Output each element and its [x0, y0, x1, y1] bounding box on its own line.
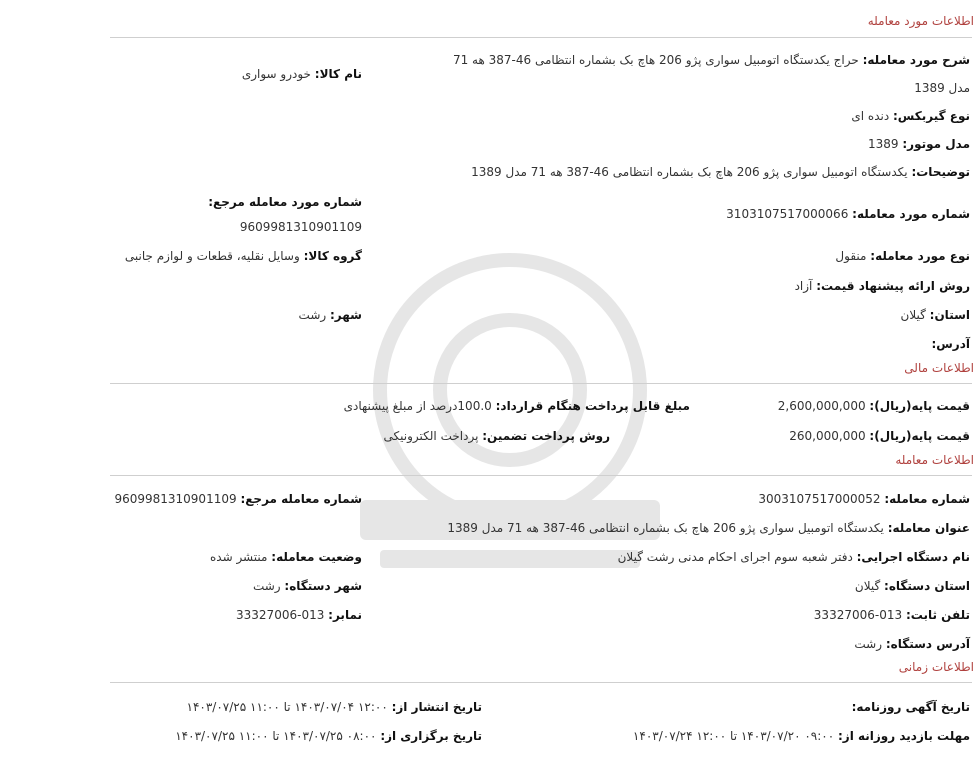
- value-gearbox: دنده ای: [851, 109, 890, 123]
- value-publish-date: ۱۲:۰۰ ۱۴۰۳/۰۷/۰۴ تا ۱۱:۰۰ ۱۴۰۳/۰۷/۲۵: [186, 700, 388, 714]
- value-organization: دفتر شعبه سوم اجرای احکام مدنی رشت گیلان: [617, 550, 853, 564]
- label-base-price: قیمت پایه(ریال):: [869, 399, 970, 413]
- field-fax: [236, 607, 362, 623]
- label-newspaper-date: تاریخ آگهی روزنامه:: [851, 700, 970, 714]
- field-base-price: [778, 398, 970, 414]
- label-hold-date: تاریخ برگزاری از:: [380, 729, 482, 743]
- value-org-address: رشت: [854, 637, 883, 651]
- section-title-timing: اطلاعات زمانی: [898, 660, 974, 674]
- field-gearbox: [851, 108, 970, 124]
- value-base-price: 2,600,000,000: [777, 399, 866, 413]
- value-subject-desc: حراج یکدستگاه اتومبیل سواری پژو 206 هاچ بک بشماره انتظامی 46-387 هه 71: [452, 53, 859, 67]
- label-transaction-ref: شماره معامله مرجع:: [240, 492, 362, 506]
- value-visit-date: ۰۹:۰۰ ۱۴۰۳/۰۷/۲۰ تا ۱۲:۰۰ ۱۴۰۳/۰۷/۲۴: [632, 729, 835, 743]
- field-transaction-ref: [114, 491, 362, 507]
- field-transaction-status: [210, 549, 362, 565]
- label-gearbox: نوع گیربکس:: [893, 109, 970, 123]
- value-payable: 100.0درصد از مبلغ پیشنهادی: [343, 399, 492, 413]
- label-transaction-status: وضعیت معامله:: [271, 550, 362, 564]
- field-organization: [618, 549, 970, 565]
- value-transaction-status: منتشر شده: [209, 550, 268, 564]
- field-address: [931, 336, 970, 352]
- value-province: گیلان: [900, 308, 926, 322]
- value-transaction-ref: 9609981310901109: [114, 492, 237, 506]
- value-transaction-title: یکدستگاه اتومبیل سواری پژو 206 هاچ بک بشماره انتظامی 46-387 هه 71 مدل 1389: [447, 521, 884, 535]
- field-transaction-number: [758, 491, 970, 507]
- value-org-province: گیلان: [854, 579, 881, 593]
- field-subject-desc: [453, 52, 970, 68]
- field-item-name: [242, 66, 362, 82]
- field-item-group: [125, 248, 362, 264]
- field-hold-date: [175, 728, 482, 744]
- value-subject-desc-2: مدل 1389: [914, 81, 970, 95]
- field-province: [901, 307, 971, 323]
- value-notes: یکدستگاه اتومبیل سواری پژو 206 هاچ بک بشماره انتظامی 46-387 هه 71 مدل 1389: [471, 165, 908, 179]
- label-transaction-title: عنوان معامله:: [887, 521, 970, 535]
- label-organization: نام دستگاه اجرایی:: [856, 550, 970, 564]
- label-city: شهر:: [330, 308, 362, 322]
- value-transaction-number: 3003107517000052: [758, 492, 881, 506]
- label-org-city: شهر دستگاه:: [284, 579, 362, 593]
- field-org-province: [855, 578, 970, 594]
- field-subject-type: [835, 248, 970, 264]
- label-offer-method: روش ارائه پیشنهاد قیمت:: [816, 279, 970, 293]
- label-org-province: استان دستگاه:: [884, 579, 970, 593]
- label-phone: تلفن ثابت:: [905, 608, 970, 622]
- value-fax: 013-33327006: [236, 608, 325, 622]
- field-phone: [814, 607, 970, 623]
- value-subject-number: 3103107517000066: [726, 207, 849, 221]
- label-notes: توضیحات:: [911, 165, 970, 179]
- value-offer-method: آزاد: [794, 279, 813, 293]
- value-deposit: 260,000,000: [789, 429, 866, 443]
- field-deposit: [789, 428, 970, 444]
- separator: [110, 682, 972, 683]
- field-visit-date: [633, 728, 970, 744]
- field-guarantee-method: [384, 428, 610, 444]
- label-item-name: نام کالا:: [314, 67, 362, 81]
- label-province: استان:: [929, 308, 970, 322]
- value-item-name: خودرو سواری: [241, 67, 311, 81]
- field-subject-desc-2: [914, 80, 970, 96]
- field-org-city: [253, 578, 362, 594]
- value-guarantee-method: پرداخت الکترونیکی: [383, 429, 479, 443]
- label-visit-date: مهلت بازدید روزانه از:: [838, 729, 970, 743]
- field-payable: [344, 398, 690, 414]
- section-title-subject: اطلاعات مورد معامله: [867, 14, 974, 28]
- field-org-address: [854, 636, 970, 652]
- label-transaction-number: شماره معامله:: [884, 492, 970, 506]
- field-engine: [868, 136, 970, 152]
- separator: [110, 383, 972, 384]
- value-engine: 1389: [867, 137, 899, 151]
- section-title-financial: اطلاعات مالی: [904, 361, 974, 375]
- section-title-transaction: اطلاعات معامله: [895, 453, 974, 467]
- label-item-group: گروه کالا:: [303, 249, 362, 263]
- field-ref-number-label: [208, 194, 362, 210]
- value-org-city: رشت: [252, 579, 281, 593]
- separator: [110, 37, 972, 38]
- value-ref-number: 9609981310901109: [239, 220, 362, 234]
- label-fax: نمابر:: [328, 608, 362, 622]
- label-guarantee-method: روش پرداخت تضمین:: [482, 429, 610, 443]
- value-item-group: وسایل نقلیه، قطعات و لوازم جانبی: [124, 249, 300, 263]
- value-phone: 013-33327006: [813, 608, 903, 622]
- field-transaction-title: [447, 520, 970, 536]
- field-newspaper-date: [852, 699, 970, 715]
- label-subject-type: نوع مورد معامله:: [870, 249, 970, 263]
- separator: [110, 475, 972, 476]
- field-offer-method: [795, 278, 970, 294]
- label-subject-desc: شرح مورد معامله:: [862, 53, 970, 67]
- field-subject-number: [726, 206, 970, 222]
- field-notes: [471, 164, 970, 180]
- label-ref-number: شماره مورد معامله مرجع:: [208, 195, 362, 209]
- value-subject-type: منقول: [835, 249, 867, 263]
- value-hold-date: ۰۸:۰۰ ۱۴۰۳/۰۷/۲۵ تا ۱۱:۰۰ ۱۴۰۳/۰۷/۲۵: [175, 729, 377, 743]
- label-payable: مبلغ قابل پرداخت هنگام قرارداد:: [495, 399, 690, 413]
- label-address: آدرس:: [931, 337, 970, 351]
- label-deposit: قیمت پایه(ریال):: [869, 429, 970, 443]
- field-publish-date: [187, 699, 482, 715]
- label-subject-number: شماره مورد معامله:: [852, 207, 970, 221]
- label-engine: مدل موتور:: [902, 137, 970, 151]
- field-ref-number-value: [240, 219, 362, 235]
- value-city: رشت: [298, 308, 327, 322]
- label-publish-date: تاریخ انتشار از:: [391, 700, 482, 714]
- label-org-address: آدرس دستگاه:: [885, 637, 970, 651]
- field-city: [299, 307, 362, 323]
